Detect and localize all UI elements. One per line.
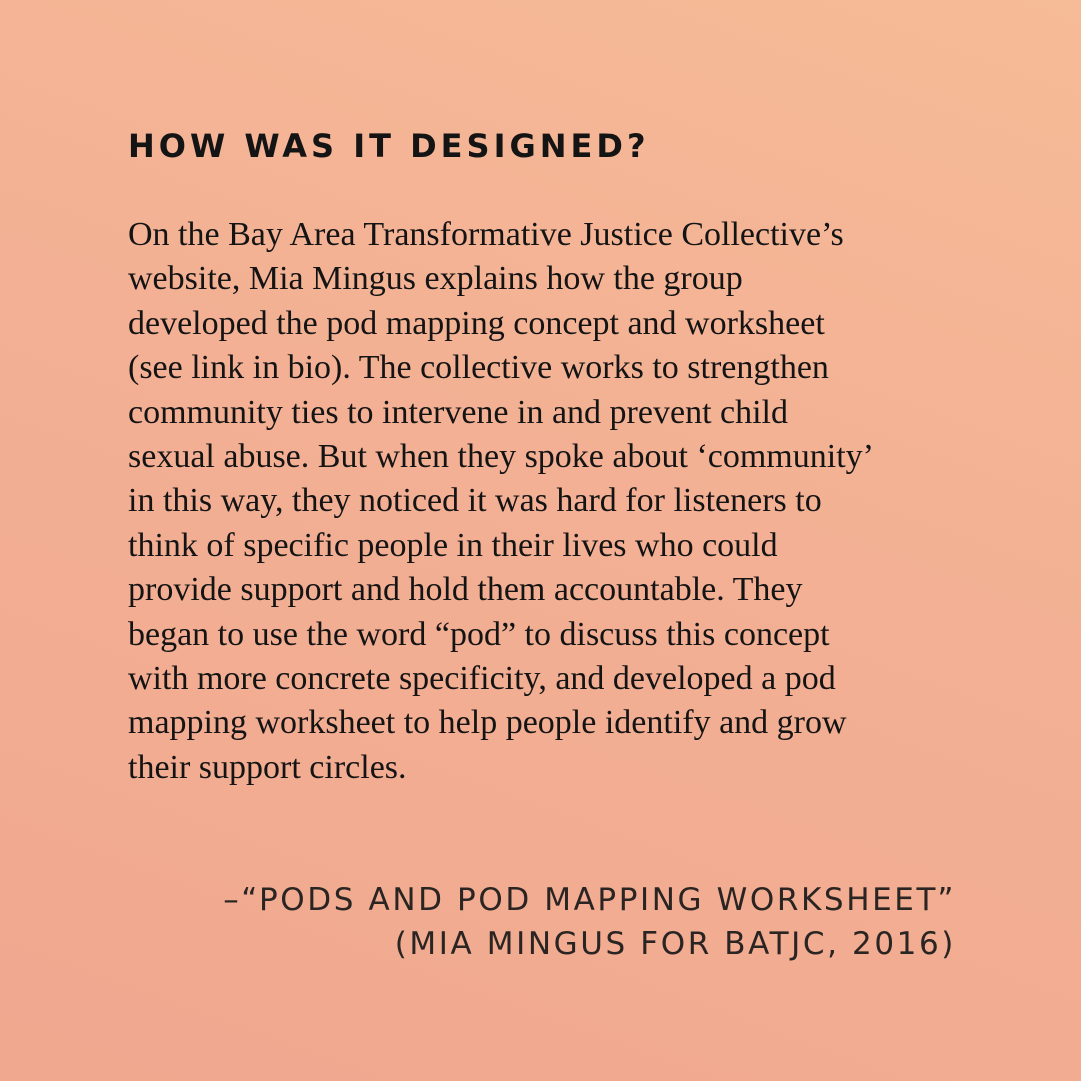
source-citation	[223, 878, 956, 966]
body-line: think of specific people in their lives who could	[128, 526, 778, 564]
body-line: mapping worksheet to help people identify and grow	[128, 704, 847, 742]
body-line: began to use the word “pod” to discuss this concept	[128, 615, 830, 653]
body-line: website, Mia Mingus explains how the group	[128, 260, 743, 298]
body-line: developed the pod mapping concept and worksheet	[128, 304, 825, 342]
citation-title: –“PODS AND POD MAPPING WORKSHEET”	[223, 882, 956, 918]
slide-heading: HOW WAS IT DESIGNED?	[128, 127, 650, 165]
body-line: On the Bay Area Transformative Justice Collective’s	[128, 216, 844, 253]
body-line: in this way, they noticed it was hard for listeners to	[128, 482, 822, 520]
body-paragraph	[128, 213, 958, 790]
body-line: provide support and hold them accountable. They	[128, 571, 803, 609]
body-line: sexual abuse. But when they spoke about ‘community’	[128, 438, 874, 476]
body-line: community ties to intervene in and prevent child	[128, 393, 788, 431]
body-line: with more concrete specificity, and developed a pod	[128, 660, 836, 698]
body-line: their support circles.	[128, 748, 407, 786]
citation-attribution: (MIA MINGUS FOR BATJC, 2016)	[394, 926, 956, 962]
body-line: (see link in bio). The collective works to strengthen	[128, 349, 829, 387]
